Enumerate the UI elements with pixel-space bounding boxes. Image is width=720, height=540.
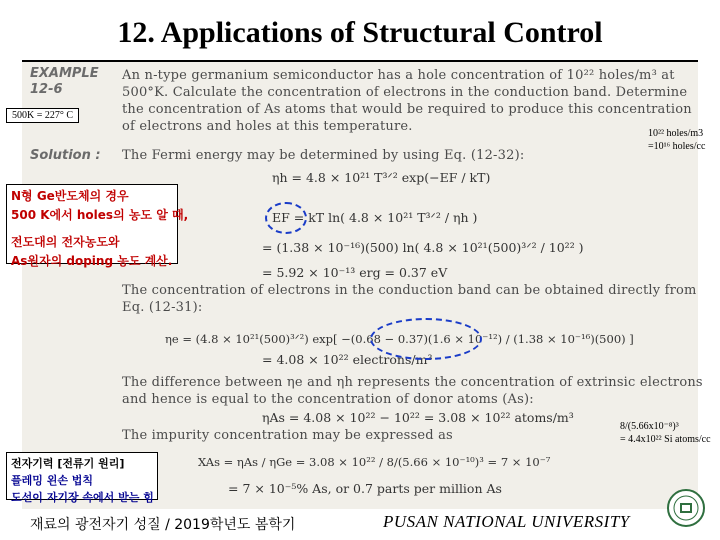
explanation-line: 전도대의 전자농도와 — [11, 235, 120, 249]
solution-intro: The Fermi energy may be determined by using Eq. (12-32): — [122, 148, 525, 163]
paragraph-line: Eq. (12-31): — [122, 300, 203, 315]
temperature-note: 500K = 227° C — [6, 108, 79, 123]
eq-donor-concentration: ηAs = 4.08 × 10²² − 10²² = 3.08 × 10²² atoms/m³ — [262, 410, 574, 425]
atoms-note: = 4.4x10²² Si atoms/cc — [620, 434, 711, 445]
eq-fermi-level-result: = 5.92 × 10⁻¹³ erg = 0.37 eV — [262, 265, 448, 280]
eq-fermi-level-value: = (1.38 × 10⁻¹⁶)(500) ln( 4.8 × 10²¹(500)³ᐟ² / 10²² ) — [262, 240, 584, 255]
physics-note-line: 플레밍 왼손 법칙 — [11, 474, 94, 487]
example-label: EXAMPLE — [30, 66, 99, 81]
eq-electron-result: = 4.08 × 10²² electrons/m³ — [262, 352, 433, 367]
eq-impurity-fraction: XAs = ηAs / ηGe = 3.08 × 10²² / 8/(5.66 × 10⁻¹⁰)³ = 7 × 10⁻⁷ — [198, 455, 551, 469]
fermi-level-highlight — [265, 202, 307, 234]
energy-gap-highlight — [370, 318, 482, 360]
eq-fermi: ηh = 4.8 × 10²¹ T³ᐟ² exp(−EF / kT) — [272, 170, 491, 185]
course-footer: 재료의 광전자기 성질 / 2019학년도 봄학기 — [30, 517, 296, 533]
atoms-note: 8/(5.66x10⁻⁸)³ — [620, 421, 679, 432]
explanation-box — [6, 184, 189, 268]
paragraph-line: and hence is equal to the concentration of donor atoms (As): — [122, 392, 534, 407]
example-number: 12-6 — [30, 82, 63, 97]
explanation-line: As원자의 doping 농도 계산. — [11, 254, 173, 268]
holes-note: 10²² holes/m3 — [648, 128, 704, 139]
university-seal-icon — [666, 488, 706, 528]
eq-electron-concentration: ηe = (4.8 × 10²¹(500)³ᐟ²) exp[ −(0.68 − 0.37)(1.6 × 10⁻¹²) / (1.38 × 10⁻¹⁶)(500) ] — [165, 332, 634, 346]
slide-title: 12. Applications of Structural Control — [117, 16, 603, 49]
physics-note-box — [6, 452, 158, 504]
physics-note-line: 도선이 자기장 속에서 받는 힘 — [11, 491, 154, 504]
paragraph-line: The concentration of electrons in the conduction band can be obtained directly from — [122, 283, 697, 298]
eq-fermi-level: EF = kT ln( 4.8 × 10²¹ T³ᐟ² / ηh ) — [272, 210, 478, 225]
explanation-line: N형 Ge반도체의 경우 — [11, 189, 129, 203]
example-line: An n-type germanium semiconductor has a hole concentration of 10²² holes/m³ at — [122, 68, 675, 83]
holes-note: =10¹⁶ holes/cc — [648, 141, 706, 152]
example-line: the concentration of As atoms that would be required to produce this concentration — [122, 102, 692, 117]
university-footer: PUSAN NATIONAL UNIVERSITY — [383, 512, 630, 531]
paragraph-line: The impurity concentration may be expressed as — [122, 428, 453, 443]
explanation-line: 500 K에서 holes의 농도 알 때, — [11, 208, 189, 222]
eq-impurity-ppm: = 7 × 10⁻⁵% As, or 0.7 parts per million As — [228, 481, 502, 496]
solution-label: Solution : — [30, 148, 101, 163]
physics-note-line: 전자기력 [전류기 원리] — [11, 457, 125, 470]
paragraph-line: The difference between ηe and ηh represents the concentration of extrinsic electrons — [122, 375, 703, 390]
example-line: of electrons and holes at this temperature. — [122, 119, 413, 134]
example-line: 500°K. Calculate the concentration of electrons in the conduction band. Determine — [122, 85, 688, 100]
